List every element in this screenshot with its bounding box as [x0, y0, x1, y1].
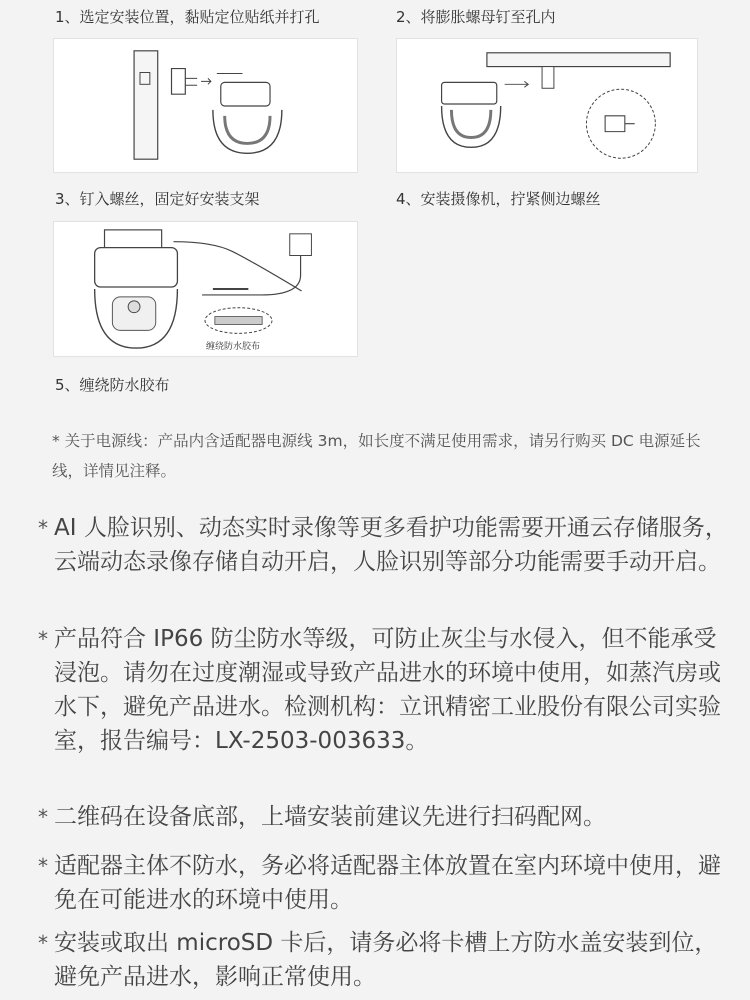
anchor-shape: [542, 67, 554, 89]
power-socket-shape: [290, 234, 312, 256]
tape-wrap-shape: [215, 317, 262, 325]
camera-dome-shape: [213, 110, 282, 153]
camera-head-shape: [221, 82, 270, 106]
bracket-shape: [172, 69, 186, 95]
note-text: 产品符合 IP66 防尘防水等级，可防止灰尘与水侵入，但不能承受浸泡。请勿在过度潮湿或导致产品进水的环境中使用，如蒸汽房或水下，避免产品进水。检测机构：立讯精密工业股份有限公司实验室，报告编号：LX-2503-003633。: [54, 626, 721, 754]
ceiling-shape: [487, 53, 670, 67]
step-5-illustration: [53, 221, 358, 357]
note-text: 安装或取出 microSD 卡后，请务必将卡槽上方防水盖安装到位，避免产品进水，影响正常使用。: [54, 930, 718, 990]
note-bullet: *: [38, 931, 48, 955]
note-item: [38, 622, 728, 758]
note-bullet: *: [38, 516, 48, 540]
screw-shape: [185, 78, 197, 85]
camera-head-shape: [95, 248, 178, 287]
note-item: [38, 849, 728, 917]
step-2-illustration: [396, 38, 698, 173]
note-bullet: *: [38, 805, 48, 829]
note-item: [38, 511, 728, 579]
step-5-label: 5、缠绕防水胶布: [55, 376, 170, 394]
step-4-label: 4、安装摄像机，拧紧侧边螺丝: [396, 190, 601, 208]
note-item: [38, 926, 728, 994]
step-1-label: 1、选定安装位置，黏贴定位贴纸并打孔: [55, 8, 320, 26]
note-text: 二维码在设备底部，上墙安装前建议先进行扫码配网。: [54, 804, 606, 830]
camera-head-shape: [442, 82, 497, 104]
tape-caption: 缠绕防水胶布: [206, 342, 261, 352]
anchor-install-illustration: [397, 39, 697, 172]
note-item: [38, 800, 728, 834]
arrow-shape: [505, 81, 529, 87]
wall-shape: [134, 51, 158, 159]
detail-zoom-circle: [586, 89, 655, 158]
waterproof-tape-illustration: [54, 222, 357, 356]
note-bullet: *: [38, 854, 48, 878]
bracket-shape: [105, 230, 162, 248]
note-bullet: *: [38, 627, 48, 651]
power-cord-note: * 关于电源线：产品内含适配器电源线 3m，如长度不满足使用需求，请另行购买 DC 电源延长线，详情见注释。: [52, 432, 701, 480]
note-text: AI 人脸识别、动态实时录像等更多看护功能需要开通云存储服务，云端动态录像存储自动开启，人脸识别等部分功能需要手动开启。: [54, 515, 728, 575]
step-2-label: 2、将膨胀螺母钉至孔内: [396, 8, 556, 26]
cable-shape: [173, 242, 301, 291]
arrow-shape: [201, 78, 211, 84]
note-text: 适配器主体不防水，务必将适配器主体放置在室内环境中使用，避免在可能进水的环境中使用。: [54, 853, 721, 913]
camera-lens-shape: [128, 301, 140, 313]
wall-drilling-illustration: [54, 39, 357, 172]
step-3-label: 3、钉入螺丝，固定好安装支架: [55, 190, 260, 208]
step-1-illustration: [53, 38, 358, 173]
